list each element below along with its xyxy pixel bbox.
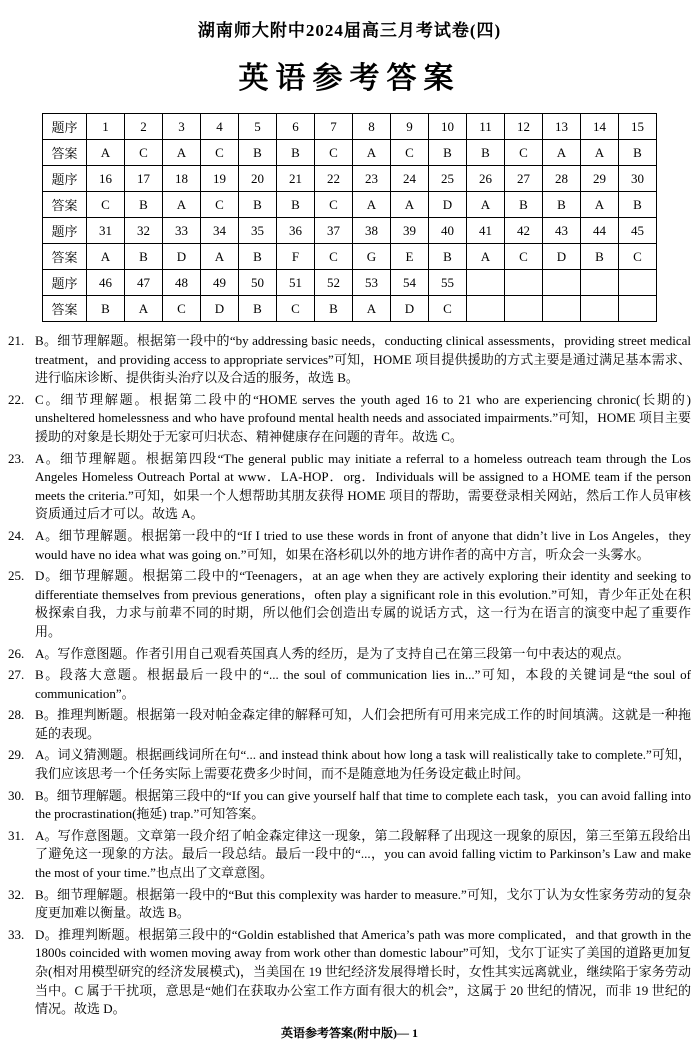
answer-cell: B	[125, 244, 163, 270]
answer-cell: B	[505, 192, 543, 218]
question-number-cell: 29	[581, 166, 619, 192]
answer-cell: E	[391, 244, 429, 270]
explanation-item	[8, 450, 691, 524]
answer-cell: A	[581, 140, 619, 166]
answer-table	[42, 113, 657, 322]
answer-table-row	[43, 244, 657, 270]
explanation-item	[8, 332, 691, 388]
answer-cell: B	[239, 140, 277, 166]
question-number-cell: 39	[391, 218, 429, 244]
question-number-cell: 44	[581, 218, 619, 244]
answer-table-row	[43, 140, 657, 166]
answer-cell: A	[467, 192, 505, 218]
question-number-cell: 37	[315, 218, 353, 244]
answer-cell: B	[581, 244, 619, 270]
explanation-number: 28.	[8, 707, 25, 723]
answer-cell	[543, 296, 581, 322]
question-number-cell: 13	[543, 114, 581, 140]
explanation-number: 32.	[8, 886, 25, 902]
answer-cell: C	[391, 140, 429, 166]
answer-cell	[581, 296, 619, 322]
explanation-item	[8, 706, 691, 743]
question-number-cell: 10	[429, 114, 467, 140]
answer-cell: B	[125, 192, 163, 218]
question-number-cell: 51	[277, 270, 315, 296]
explanation-number: 21.	[8, 333, 25, 348]
explanation-text: D。推理判断题。根据第三段中的“Goldin established that America’s path was more complicated，and that growth in the 1800s coincided with women moving away from work other than domestic labour”可知，戈尔丁证实了美国的道路更加复杂(相对用模型研究的经济发展模式)，当美国在 19 世纪经济发展得增长时，女性其实远离就业，继续陷于家务劳动当中。C 属于干扰项，意思是“她们在获取办公室工作方面有很大的机会”，这属于 20 世纪的情况，而非 19 世纪的情况。故选 D。	[35, 926, 691, 1017]
question-number-cell: 35	[239, 218, 277, 244]
answer-cell: C	[505, 244, 543, 270]
explanation-item	[8, 886, 691, 923]
answer-cell: C	[315, 140, 353, 166]
answer-cell	[467, 296, 505, 322]
row-label: 答案	[43, 140, 87, 166]
explanation-text: D。细节理解题。根据第二段中的“Teenagers，at an age when they are actively exploring their identity and seeking to differentiate themselves from previous generations，often play a significant role in this evolution.”可知，青少年正处在积极探索自我，力求与前辈不同的时期，所以他们会创造出专属的说话方式，这一行为在语言的演变中起了重要作用。	[35, 568, 691, 639]
question-number-cell: 6	[277, 114, 315, 140]
answer-cell: B	[87, 296, 125, 322]
page-title: 英语参考答案	[238, 62, 461, 95]
explanation-text: A。细节理解题。根据第四段“The general public may initiate a referral to a homeless outreach team through the Los Angeles Homeless Outreach Portal at www．LA-HOP．org．Individuals will be assigned to a HOME team if the person meets the criteria.”可知，如果一个人想帮助其朋友获得 HOME 项目的帮助，需要登录相关网站，然后工作人员审核资质通过后才可以。故选 A。	[35, 450, 691, 522]
answer-cell: A	[87, 244, 125, 270]
explanation-item	[8, 567, 691, 641]
answer-cell: B	[619, 192, 657, 218]
question-number-cell: 2	[125, 114, 163, 140]
answer-cell: F	[277, 244, 315, 270]
question-number-cell: 36	[277, 218, 315, 244]
explanation-item	[8, 827, 691, 883]
question-number-cell: 17	[125, 166, 163, 192]
answer-table-row	[43, 192, 657, 218]
question-number-cell	[467, 270, 505, 296]
answer-cell: G	[353, 244, 391, 270]
answer-cell: D	[163, 244, 201, 270]
row-label: 题序	[43, 114, 87, 140]
question-number-cell: 7	[315, 114, 353, 140]
answer-cell: A	[581, 192, 619, 218]
question-number-cell: 53	[353, 270, 391, 296]
answer-cell: A	[543, 140, 581, 166]
question-number-cell: 50	[239, 270, 277, 296]
answer-table-row	[43, 270, 657, 296]
answer-cell	[505, 296, 543, 322]
exam-title: 湖南师大附中2024届高三月考试卷(四)	[197, 21, 502, 40]
explanation-text: A。写作意图题。作者引用自己观看英国真人秀的经历，是为了支持自己在第三段第一句中表达的观点。	[35, 645, 630, 661]
explanation-list	[8, 332, 691, 1019]
explanation-number: 31.	[8, 827, 25, 843]
explanation-text: B。推理判断题。根据第一段对帕金森定律的解释可知，人们会把所有可用来完成工作的时间填满。这就是一种拖延的表现。	[35, 707, 691, 741]
answer-cell: C	[315, 192, 353, 218]
explanation-number: 23.	[8, 450, 25, 466]
answer-cell: B	[543, 192, 581, 218]
row-label: 题序	[43, 166, 87, 192]
question-number-cell: 55	[429, 270, 467, 296]
question-number-cell: 32	[125, 218, 163, 244]
question-number-cell: 45	[619, 218, 657, 244]
answer-cell: C	[505, 140, 543, 166]
explanation-item	[8, 527, 691, 564]
row-label: 题序	[43, 270, 87, 296]
question-number-cell: 18	[163, 166, 201, 192]
question-number-cell	[619, 270, 657, 296]
answer-cell: B	[239, 192, 277, 218]
explanation-text: C。细节理解题。根据第二段中的“HOME serves the youth aged 16 to 21 who are experiencing chronic(长期的) unsheltered homelessness and who have profound mental health needs and associated impairments.”可知，HOME 项目主要援助的对象是长期处于无家可归状态、精神健康存在问题的青年。故选 C。	[35, 391, 691, 444]
question-number-cell: 4	[201, 114, 239, 140]
explanation-text: B。段落大意题。根据最后一段中的“... the soul of communication lies in...”可知，本段的关键词是“the soul of communication”。	[35, 667, 691, 701]
row-label: 题序	[43, 218, 87, 244]
explanation-number: 25.	[8, 568, 25, 584]
answer-cell: A	[353, 140, 391, 166]
answer-cell: B	[429, 244, 467, 270]
row-label: 答案	[43, 192, 87, 218]
explanation-text: A。词义猜测题。根据画线词所在句“... and instead think about how long a task will realistically take to complete.”可知，我们应该思考一个任务实际上需要花费多少时间，而不是随意地为任务设定截止时间。	[35, 747, 691, 782]
answer-cell: C	[201, 140, 239, 166]
question-number-cell: 46	[87, 270, 125, 296]
answer-cell: B	[277, 140, 315, 166]
explanation-item	[8, 787, 691, 824]
question-number-cell: 22	[315, 166, 353, 192]
question-number-cell: 49	[201, 270, 239, 296]
question-number-cell: 25	[429, 166, 467, 192]
question-number-cell: 26	[467, 166, 505, 192]
question-number-cell: 41	[467, 218, 505, 244]
question-number-cell: 15	[619, 114, 657, 140]
answer-cell: B	[467, 140, 505, 166]
answer-cell: B	[239, 296, 277, 322]
answer-cell: C	[429, 296, 467, 322]
question-number-cell: 28	[543, 166, 581, 192]
explanation-item	[8, 666, 691, 703]
question-number-cell: 14	[581, 114, 619, 140]
answer-cell: B	[315, 296, 353, 322]
explanation-text: B。细节理解题。根据第三段中的“If you can give yourself half that time to complete each task，you can avoid falling into the procrastination(拖延) trap.”可知答案。	[35, 787, 691, 822]
question-number-cell: 54	[391, 270, 429, 296]
explanation-number: 22.	[8, 391, 25, 407]
explanation-text: A。写作意图题。文章第一段介绍了帕金森定律这一现象，第二段解释了出现这一现象的原因，第三至第五段给出了避免这一现象的方法。最后一段总结。最后一段中的“...，you can avoid falling victim to Parkinson’s Law and make the most of your time.”也点出了文章意图。	[35, 827, 691, 881]
answer-cell: C	[163, 296, 201, 322]
question-number-cell: 24	[391, 166, 429, 192]
answer-cell: D	[543, 244, 581, 270]
question-number-cell: 48	[163, 270, 201, 296]
answer-cell: A	[201, 244, 239, 270]
answer-table-row	[43, 218, 657, 244]
question-number-cell: 5	[239, 114, 277, 140]
explanation-item	[8, 746, 691, 783]
explanation-item	[8, 926, 691, 1019]
explanation-number: 33.	[8, 926, 25, 942]
answer-cell: A	[87, 140, 125, 166]
answer-cell: C	[315, 244, 353, 270]
answer-cell: C	[201, 192, 239, 218]
explanation-number: 29.	[8, 747, 25, 763]
answer-table-row	[43, 296, 657, 322]
question-number-cell: 1	[87, 114, 125, 140]
answer-cell: C	[619, 244, 657, 270]
question-number-cell: 9	[391, 114, 429, 140]
answer-cell: A	[353, 296, 391, 322]
question-number-cell: 27	[505, 166, 543, 192]
question-number-cell: 8	[353, 114, 391, 140]
question-number-cell: 19	[201, 166, 239, 192]
answer-cell: B	[239, 244, 277, 270]
explanation-item	[8, 391, 691, 447]
answer-cell: A	[163, 192, 201, 218]
explanation-item	[8, 645, 691, 664]
explanation-number: 30.	[8, 787, 25, 803]
question-number-cell	[581, 270, 619, 296]
explanation-text: B。细节理解题。根据第一段中的“by addressing basic needs，conducting clinical assessments，providing street medical treatment，and providing access to appropriate services”可知，HOME 项目提供援助的方式主要是通过满足基本需求、进行临床诊断、提供街头治疗以及合适的服务，故选 B。	[35, 333, 691, 386]
explanation-number: 27.	[8, 667, 25, 683]
answer-cell: A	[125, 296, 163, 322]
answer-cell: D	[391, 296, 429, 322]
explanation-number: 24.	[8, 527, 25, 543]
answer-table-row	[43, 166, 657, 192]
question-number-cell: 34	[201, 218, 239, 244]
explanation-text: A。细节理解题。根据第一段中的“If I tried to use these words in front of anyone that didn’t live in Los Angeles，they would have no idea what was going on.”可知，如果在洛杉矶以外的地方讲作者的高中方言，听众会一头雾水。	[35, 527, 691, 562]
row-label: 答案	[43, 296, 87, 322]
answer-cell: A	[353, 192, 391, 218]
question-number-cell: 23	[353, 166, 391, 192]
answer-cell: A	[163, 140, 201, 166]
answer-cell: D	[429, 192, 467, 218]
question-number-cell: 20	[239, 166, 277, 192]
question-number-cell: 30	[619, 166, 657, 192]
question-number-cell: 47	[125, 270, 163, 296]
row-label: 答案	[43, 244, 87, 270]
explanation-number: 26.	[8, 645, 25, 661]
question-number-cell: 42	[505, 218, 543, 244]
question-number-cell: 38	[353, 218, 391, 244]
question-number-cell: 52	[315, 270, 353, 296]
question-number-cell: 11	[467, 114, 505, 140]
question-number-cell: 3	[163, 114, 201, 140]
answer-cell: B	[277, 192, 315, 218]
question-number-cell: 12	[505, 114, 543, 140]
question-number-cell: 21	[277, 166, 315, 192]
question-number-cell: 43	[543, 218, 581, 244]
question-number-cell: 33	[163, 218, 201, 244]
question-number-cell: 31	[87, 218, 125, 244]
answer-cell: C	[125, 140, 163, 166]
answer-cell: C	[277, 296, 315, 322]
answer-cell: B	[429, 140, 467, 166]
answer-cell: C	[87, 192, 125, 218]
answer-cell: B	[619, 140, 657, 166]
page-footer: 英语参考答案(附中版)— 1	[281, 1026, 418, 1040]
explanation-text: B。细节理解题。根据第一段中的“But this complexity was harder to measure.”可知，戈尔丁认为女性家务劳动的复杂度更加难以衡量。故选 B。	[35, 886, 691, 921]
answer-cell: A	[391, 192, 429, 218]
question-number-cell: 40	[429, 218, 467, 244]
answer-cell	[619, 296, 657, 322]
question-number-cell	[543, 270, 581, 296]
question-number-cell	[505, 270, 543, 296]
question-number-cell: 16	[87, 166, 125, 192]
answer-cell: A	[467, 244, 505, 270]
answer-table-row	[43, 114, 657, 140]
answer-cell: D	[201, 296, 239, 322]
